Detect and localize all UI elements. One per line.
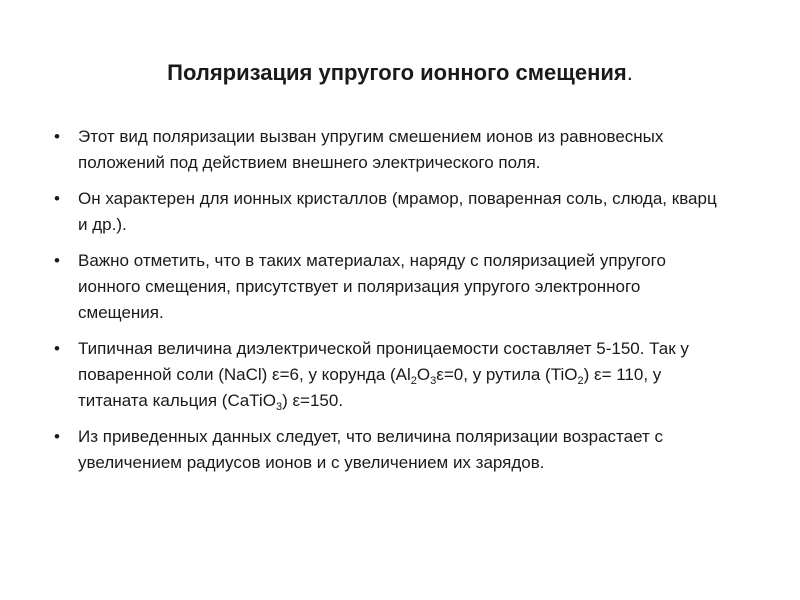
slide-title-text: Поляризация упругого ионного смещения <box>167 60 627 85</box>
subscript: 3 <box>430 375 437 387</box>
bullet-mark: • <box>54 251 60 270</box>
bullet-text-part: ε=0, у рутила (TiO <box>436 365 578 384</box>
bullet-item-1 <box>50 124 730 176</box>
subscript: 3 <box>275 401 283 413</box>
bullet-mark: • <box>54 339 60 358</box>
bullet-text: Он характерен для ионных кристаллов (мрамор, поваренная соль, слюда, кварц и др.). <box>78 189 717 234</box>
bullet-mark: • <box>54 189 60 208</box>
bullet-item-5 <box>50 424 730 476</box>
bullet-text-part: Типичная величина диэлектрической проницаемости составляет 5-150. Так у поваренной соли (NaCl) ε=6, у корунда (Al <box>78 339 689 384</box>
slide-title-dot: . <box>626 60 633 85</box>
bullet-text: Важно отметить, что в таких материалах, наряду с поляризацией упругого ионного смещения, присутствует и поляризация упругого электронного смещения. <box>78 251 666 322</box>
bullet-item-4 <box>50 336 730 414</box>
bullet-text-part: ) ε= 110, у титаната кальция (CaTiO <box>78 365 662 410</box>
bullet-text <box>78 339 689 413</box>
bullet-item-3 <box>50 248 730 326</box>
bullet-text: Этот вид поляризации вызван упругим смешением ионов из равновесных положений под действием внешнего электрического поля. <box>78 127 664 172</box>
bullet-mark: • <box>54 127 60 146</box>
bullet-mark: • <box>54 427 60 446</box>
subscript: 2 <box>577 375 584 387</box>
slide-title <box>0 60 800 86</box>
bullet-list <box>50 124 730 486</box>
bullet-text: Из приведенных данных следует, что величина поляризации возрастает с увеличением радиусов ионов и с увеличением их зарядов. <box>78 427 663 472</box>
bullet-item-2 <box>50 186 730 238</box>
bullet-text-part: ) ε=150. <box>282 391 344 410</box>
bullet-text-part: O <box>416 365 431 384</box>
subscript: 2 <box>410 375 417 387</box>
